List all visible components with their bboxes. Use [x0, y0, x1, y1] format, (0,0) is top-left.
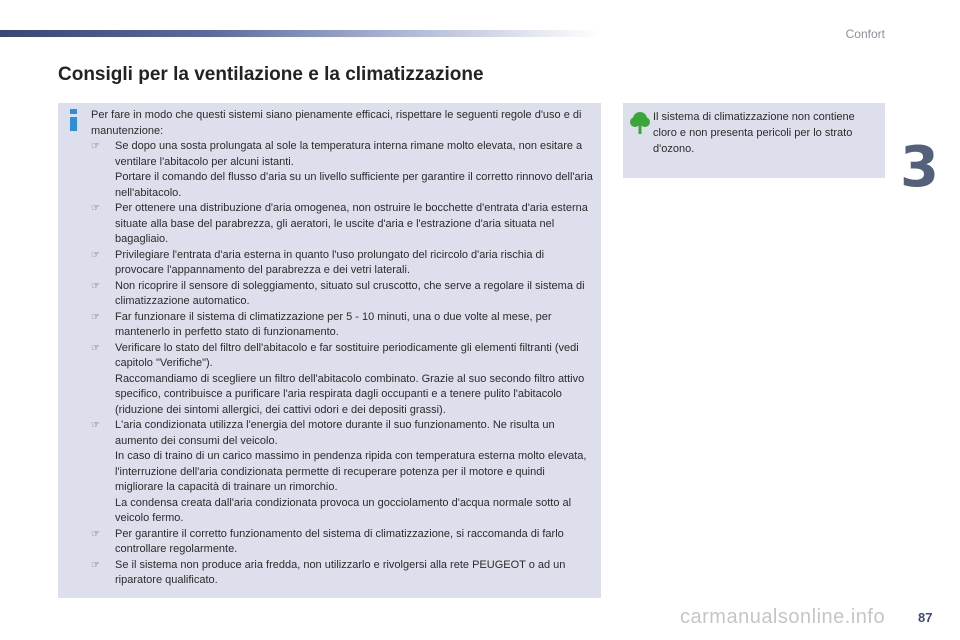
pointing-hand-icon: ☞	[91, 420, 100, 431]
advice-list	[91, 139, 596, 589]
advice-list-item	[91, 527, 596, 558]
header-gradient-bar	[0, 30, 600, 37]
pointing-hand-icon: ☞	[91, 528, 100, 540]
pointing-hand-icon: ☞	[91, 141, 100, 152]
advice-list-item	[91, 139, 596, 201]
advice-list-item	[91, 201, 596, 248]
advice-paragraph: Se il sistema non produce aria fredda, non utilizzarlo e rivolgersi alla rete PEUGEOT o ad un riparatore qualificato.	[115, 558, 566, 586]
pointing-hand-icon: ☞	[91, 311, 100, 323]
advice-paragraph: Per garantire il corretto funzionamento del sistema di climatizzazione, si raccomanda di farlo controllare regolarmente.	[115, 527, 564, 555]
advice-paragraph: L'aria condizionata utilizza l'energia del motore durante il suo funzionamento. Ne risulta un aumento dei consumi del veicolo.	[115, 419, 555, 447]
page-number: 87	[918, 610, 933, 625]
advice-paragraph: Verificare lo stato del filtro dell'abitacolo e far sostituire periodicamente gli elementi filtranti (vedi capitolo "Verifiche").	[115, 341, 579, 369]
environment-note-text: Il sistema di climatizzazione non contiene cloro e non presenta pericoli per lo strato d'ozono.	[653, 111, 855, 155]
advice-paragraph: Se dopo una sosta prolungata al sole la temperatura interna rimane molto elevata, non esitare a ventilare l'abitacolo per alcuni istanti.	[115, 140, 583, 168]
chapter-number: 3	[900, 135, 939, 200]
pointing-hand-icon: ☞	[91, 342, 100, 354]
advice-paragraph: In caso di traino di un carico massimo in pendenza ripida con temperatura esterna molto elevata, l'interruzione dell'aria condizionata permette di recuperare potenza per il motore e quindi migliorare la capacità di trainare un rimorchio.	[115, 450, 587, 493]
page-title: Consigli per la ventilazione e la climatizzazione	[58, 64, 484, 85]
tree-icon	[630, 111, 650, 135]
advice-list-item	[91, 310, 596, 341]
advice-paragraph: Non ricoprire il sensore di soleggiamento, situato sul cruscotto, che serve a regolare il sistema di climatizzazione automatico.	[115, 279, 585, 307]
advice-list-item	[91, 279, 596, 310]
pointing-hand-icon: ☞	[91, 249, 100, 261]
intro-text: Per fare in modo che questi sistemi siano pienamente efficaci, rispettare le seguenti regole d'uso e di manutenzione:	[91, 109, 582, 137]
advice-paragraph: Privilegiare l'entrata d'aria esterna in quanto l'uso prolungato del ricircolo d'aria rischia di provocare l'appannamento del parabrezza e dei vetri laterali.	[115, 248, 545, 276]
advice-paragraph: La condensa creata dall'aria condizionata provoca un gocciolamento d'acqua normale sotto al veicolo fermo.	[115, 496, 572, 524]
pointing-hand-icon: ☞	[91, 559, 100, 571]
advice-paragraph: Portare il comando del flusso d'aria su un livello sufficiente per garantire il corretto rinnovo dell'aria nell'abitacolo.	[115, 171, 593, 199]
advice-paragraph: Per ottenere una distribuzione d'aria omogenea, non ostruire le bocchette d'entrata d'aria esterna situate alla base del parabrezza, gli aeratori, le uscite d'aria e l'estrazione d'aria situata nel bagagliaio.	[115, 202, 588, 245]
advice-list-item	[91, 248, 596, 279]
info-icon	[66, 109, 82, 131]
pointing-hand-icon: ☞	[91, 203, 100, 214]
section-label: Confort	[845, 27, 885, 41]
advice-paragraph: Raccomandiamo di scegliere un filtro dell'abitacolo combinato. Grazie al suo secondo filtro attivo specifico, contribuisce a purificare l'aria respirata dagli occupanti e a tenere pulito l'abitacolo (riduzione dei sintomi allergici, dei cattivi odori e dei depositi grassi).	[115, 372, 585, 416]
pointing-hand-icon: ☞	[91, 280, 100, 292]
watermark: carmanualsonline.info	[680, 606, 886, 628]
advice-list-item	[91, 341, 596, 419]
info-panel-text	[91, 108, 596, 589]
advice-list-item	[91, 418, 596, 527]
advice-list-item	[91, 558, 596, 589]
advice-paragraph: Far funzionare il sistema di climatizzazione per 5 - 10 minuti, una o due volte al mese, per mantenerlo in perfetto stato di funzionamento.	[115, 310, 552, 338]
